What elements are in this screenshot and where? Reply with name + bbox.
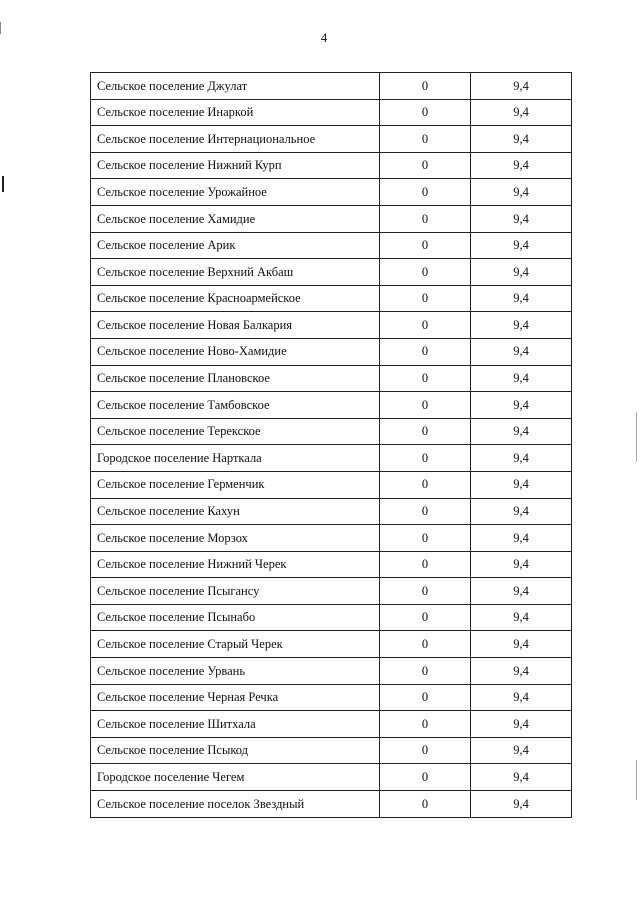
settlement-name-cell: Сельское поселение поселок Звездный bbox=[91, 791, 380, 818]
table-row bbox=[91, 73, 572, 100]
settlement-name-cell: Сельское поселение Плановское bbox=[91, 365, 380, 392]
table-row bbox=[91, 711, 572, 738]
table-row bbox=[91, 791, 572, 818]
settlement-name-cell: Сельское поселение Черная Речка bbox=[91, 684, 380, 711]
settlement-name-cell: Сельское поселение Псыкод bbox=[91, 737, 380, 764]
table-row bbox=[91, 126, 572, 153]
value-a-cell: 0 bbox=[380, 285, 471, 312]
value-b-cell: 9,4 bbox=[471, 152, 572, 179]
value-b-cell: 9,4 bbox=[471, 285, 572, 312]
value-b-cell: 9,4 bbox=[471, 205, 572, 232]
value-b-cell: 9,4 bbox=[471, 684, 572, 711]
table-row bbox=[91, 658, 572, 685]
value-a-cell: 0 bbox=[380, 232, 471, 259]
page-number: 4 bbox=[320, 30, 328, 45]
value-a-cell: 0 bbox=[380, 259, 471, 286]
value-b-cell: 9,4 bbox=[471, 99, 572, 126]
table-row bbox=[91, 737, 572, 764]
value-a-cell: 0 bbox=[380, 152, 471, 179]
table-row bbox=[91, 764, 572, 791]
settlement-name-cell: Сельское поселение Старый Черек bbox=[91, 631, 380, 658]
table-row bbox=[91, 525, 572, 552]
settlement-name-cell: Сельское поселение Урвань bbox=[91, 658, 380, 685]
table-body bbox=[91, 73, 572, 818]
value-a-cell: 0 bbox=[380, 73, 471, 100]
settlement-name-cell: Сельское поселение Кахун bbox=[91, 498, 380, 525]
settlement-name-cell: Сельское поселение Нижний Черек bbox=[91, 551, 380, 578]
table-row bbox=[91, 445, 572, 472]
value-a-cell: 0 bbox=[380, 551, 471, 578]
value-b-cell: 9,4 bbox=[471, 578, 572, 605]
table-row bbox=[91, 418, 572, 445]
settlement-name-cell: Сельское поселение Тамбовское bbox=[91, 392, 380, 419]
value-b-cell: 9,4 bbox=[471, 232, 572, 259]
settlement-name-cell: Городское поселение Нарткала bbox=[91, 445, 380, 472]
settlement-name-cell: Сельское поселение Шитхала bbox=[91, 711, 380, 738]
table-row bbox=[91, 551, 572, 578]
value-b-cell: 9,4 bbox=[471, 179, 572, 206]
value-a-cell: 0 bbox=[380, 365, 471, 392]
scan-artifact bbox=[636, 760, 637, 800]
value-a-cell: 0 bbox=[380, 312, 471, 339]
settlement-name-cell: Сельское поселение Красноармейское bbox=[91, 285, 380, 312]
value-b-cell: 9,4 bbox=[471, 764, 572, 791]
value-b-cell: 9,4 bbox=[471, 126, 572, 153]
value-b-cell: 9,4 bbox=[471, 711, 572, 738]
table-row bbox=[91, 365, 572, 392]
value-a-cell: 0 bbox=[380, 525, 471, 552]
settlement-name-cell: Сельское поселение Морзох bbox=[91, 525, 380, 552]
value-a-cell: 0 bbox=[380, 338, 471, 365]
settlement-name-cell: Сельское поселение Урожайное bbox=[91, 179, 380, 206]
settlement-name-cell: Сельское поселение Хамидие bbox=[91, 205, 380, 232]
settlement-name-cell: Сельское поселение Интернациональное bbox=[91, 126, 380, 153]
value-b-cell: 9,4 bbox=[471, 73, 572, 100]
value-a-cell: 0 bbox=[380, 392, 471, 419]
value-a-cell: 0 bbox=[380, 684, 471, 711]
value-b-cell: 9,4 bbox=[471, 498, 572, 525]
value-a-cell: 0 bbox=[380, 445, 471, 472]
table-row bbox=[91, 338, 572, 365]
value-b-cell: 9,4 bbox=[471, 471, 572, 498]
value-a-cell: 0 bbox=[380, 658, 471, 685]
settlements-table bbox=[90, 72, 572, 818]
scan-artifact bbox=[636, 412, 637, 462]
value-b-cell: 9,4 bbox=[471, 791, 572, 818]
table-row bbox=[91, 392, 572, 419]
table-row bbox=[91, 471, 572, 498]
value-a-cell: 0 bbox=[380, 631, 471, 658]
value-b-cell: 9,4 bbox=[471, 631, 572, 658]
settlement-name-cell: Сельское поселение Арик bbox=[91, 232, 380, 259]
table-row bbox=[91, 285, 572, 312]
value-b-cell: 9,4 bbox=[471, 312, 572, 339]
value-b-cell: 9,4 bbox=[471, 338, 572, 365]
value-a-cell: 0 bbox=[380, 604, 471, 631]
value-a-cell: 0 bbox=[380, 791, 471, 818]
settlement-name-cell: Сельское поселение Псыгансу bbox=[91, 578, 380, 605]
value-b-cell: 9,4 bbox=[471, 445, 572, 472]
value-b-cell: 9,4 bbox=[471, 365, 572, 392]
table-row bbox=[91, 604, 572, 631]
value-b-cell: 9,4 bbox=[471, 259, 572, 286]
value-a-cell: 0 bbox=[380, 764, 471, 791]
value-a-cell: 0 bbox=[380, 578, 471, 605]
settlement-name-cell: Сельское поселение Нижний Курп bbox=[91, 152, 380, 179]
value-b-cell: 9,4 bbox=[471, 737, 572, 764]
table-row bbox=[91, 232, 572, 259]
settlement-name-cell: Сельское поселение Ново-Хамидие bbox=[91, 338, 380, 365]
value-a-cell: 0 bbox=[380, 179, 471, 206]
table-row bbox=[91, 684, 572, 711]
value-a-cell: 0 bbox=[380, 126, 471, 153]
table-row bbox=[91, 578, 572, 605]
settlement-name-cell: Сельское поселение Инаркой bbox=[91, 99, 380, 126]
table-row bbox=[91, 631, 572, 658]
settlement-name-cell: Городское поселение Чегем bbox=[91, 764, 380, 791]
value-a-cell: 0 bbox=[380, 205, 471, 232]
scan-artifact bbox=[2, 176, 4, 192]
table-row bbox=[91, 179, 572, 206]
scan-artifact bbox=[0, 22, 1, 34]
settlement-name-cell: Сельское поселение Новая Балкария bbox=[91, 312, 380, 339]
value-a-cell: 0 bbox=[380, 418, 471, 445]
settlement-name-cell: Сельское поселение Псынабо bbox=[91, 604, 380, 631]
table-row bbox=[91, 312, 572, 339]
settlement-name-cell: Сельское поселение Терекское bbox=[91, 418, 380, 445]
table-row bbox=[91, 99, 572, 126]
table-row bbox=[91, 205, 572, 232]
value-b-cell: 9,4 bbox=[471, 658, 572, 685]
value-b-cell: 9,4 bbox=[471, 392, 572, 419]
value-b-cell: 9,4 bbox=[471, 604, 572, 631]
settlement-name-cell: Сельское поселение Джулат bbox=[91, 73, 380, 100]
value-b-cell: 9,4 bbox=[471, 551, 572, 578]
value-a-cell: 0 bbox=[380, 471, 471, 498]
settlement-name-cell: Сельское поселение Герменчик bbox=[91, 471, 380, 498]
table-row bbox=[91, 259, 572, 286]
value-a-cell: 0 bbox=[380, 99, 471, 126]
table-row bbox=[91, 498, 572, 525]
value-b-cell: 9,4 bbox=[471, 418, 572, 445]
value-a-cell: 0 bbox=[380, 737, 471, 764]
table-row bbox=[91, 152, 572, 179]
value-a-cell: 0 bbox=[380, 711, 471, 738]
value-b-cell: 9,4 bbox=[471, 525, 572, 552]
settlement-name-cell: Сельское поселение Верхний Акбаш bbox=[91, 259, 380, 286]
value-a-cell: 0 bbox=[380, 498, 471, 525]
